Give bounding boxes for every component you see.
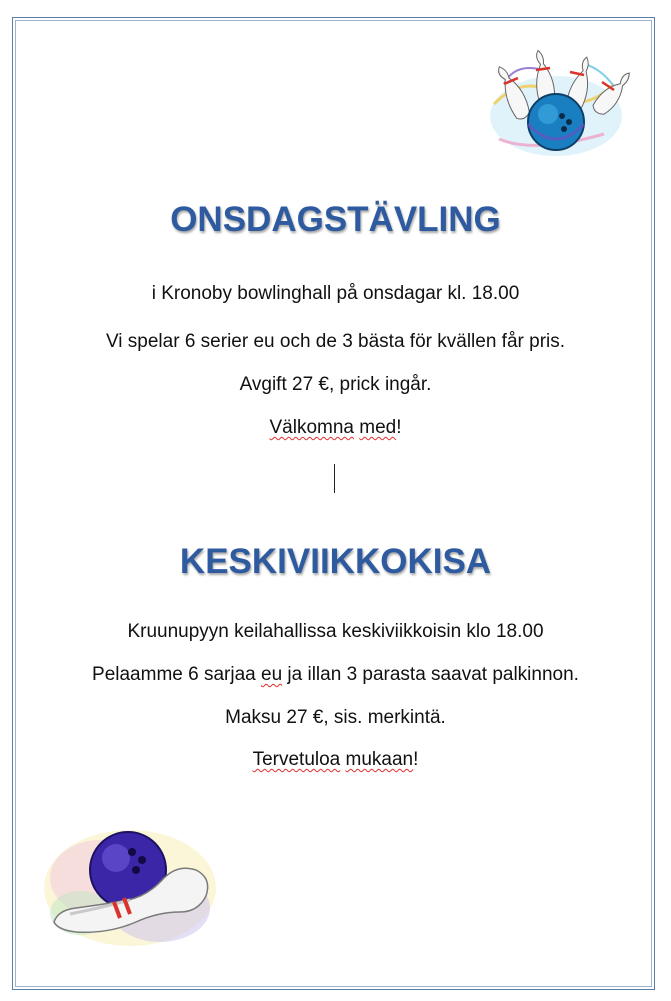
finnish-welcome-end: !	[413, 749, 419, 770]
heading-swedish: ONSDAGSTÄVLING	[170, 200, 501, 239]
swedish-location-line: i Kronoby bowlinghall på onsdagar kl. 18.00	[151, 283, 520, 304]
heading-finnish: KESKIVIIKKOKISA	[179, 542, 492, 581]
text-cursor	[334, 464, 335, 493]
swedish-welcome-word2: med	[359, 417, 397, 438]
finnish-welcome-line	[0, 749, 671, 771]
finnish-fee-line: Maksu 27 €, sis. merkintä.	[225, 707, 446, 728]
swedish-series-line: Vi spelar 6 serier eu och de 3 bästa för kvällen får pris.	[105, 331, 566, 352]
swedish-fee-line: Avgift 27 €, prick ingår.	[239, 374, 432, 395]
finnish-series-line	[0, 664, 671, 686]
swedish-welcome-word1: Välkomna	[269, 417, 354, 438]
finnish-series-pre: Pelaamme 6 sarjaa	[92, 664, 261, 685]
finnish-location-line: Kruunupyyn keilahallissa keskiviikkoisin klo 18.00	[127, 621, 544, 642]
bowling-ball-pin-icon	[40, 818, 220, 952]
finnish-welcome-word2: mukaan	[345, 749, 414, 770]
finnish-series-eu: eu	[261, 664, 283, 685]
finnish-welcome-word1: Tervetuloa	[252, 749, 341, 770]
finnish-series-post: ja illan 3 parasta saavat palkinnon.	[282, 664, 579, 685]
bowling-pins-strike-icon	[484, 44, 630, 162]
swedish-welcome-line	[0, 417, 671, 439]
swedish-welcome-end: !	[396, 417, 402, 438]
